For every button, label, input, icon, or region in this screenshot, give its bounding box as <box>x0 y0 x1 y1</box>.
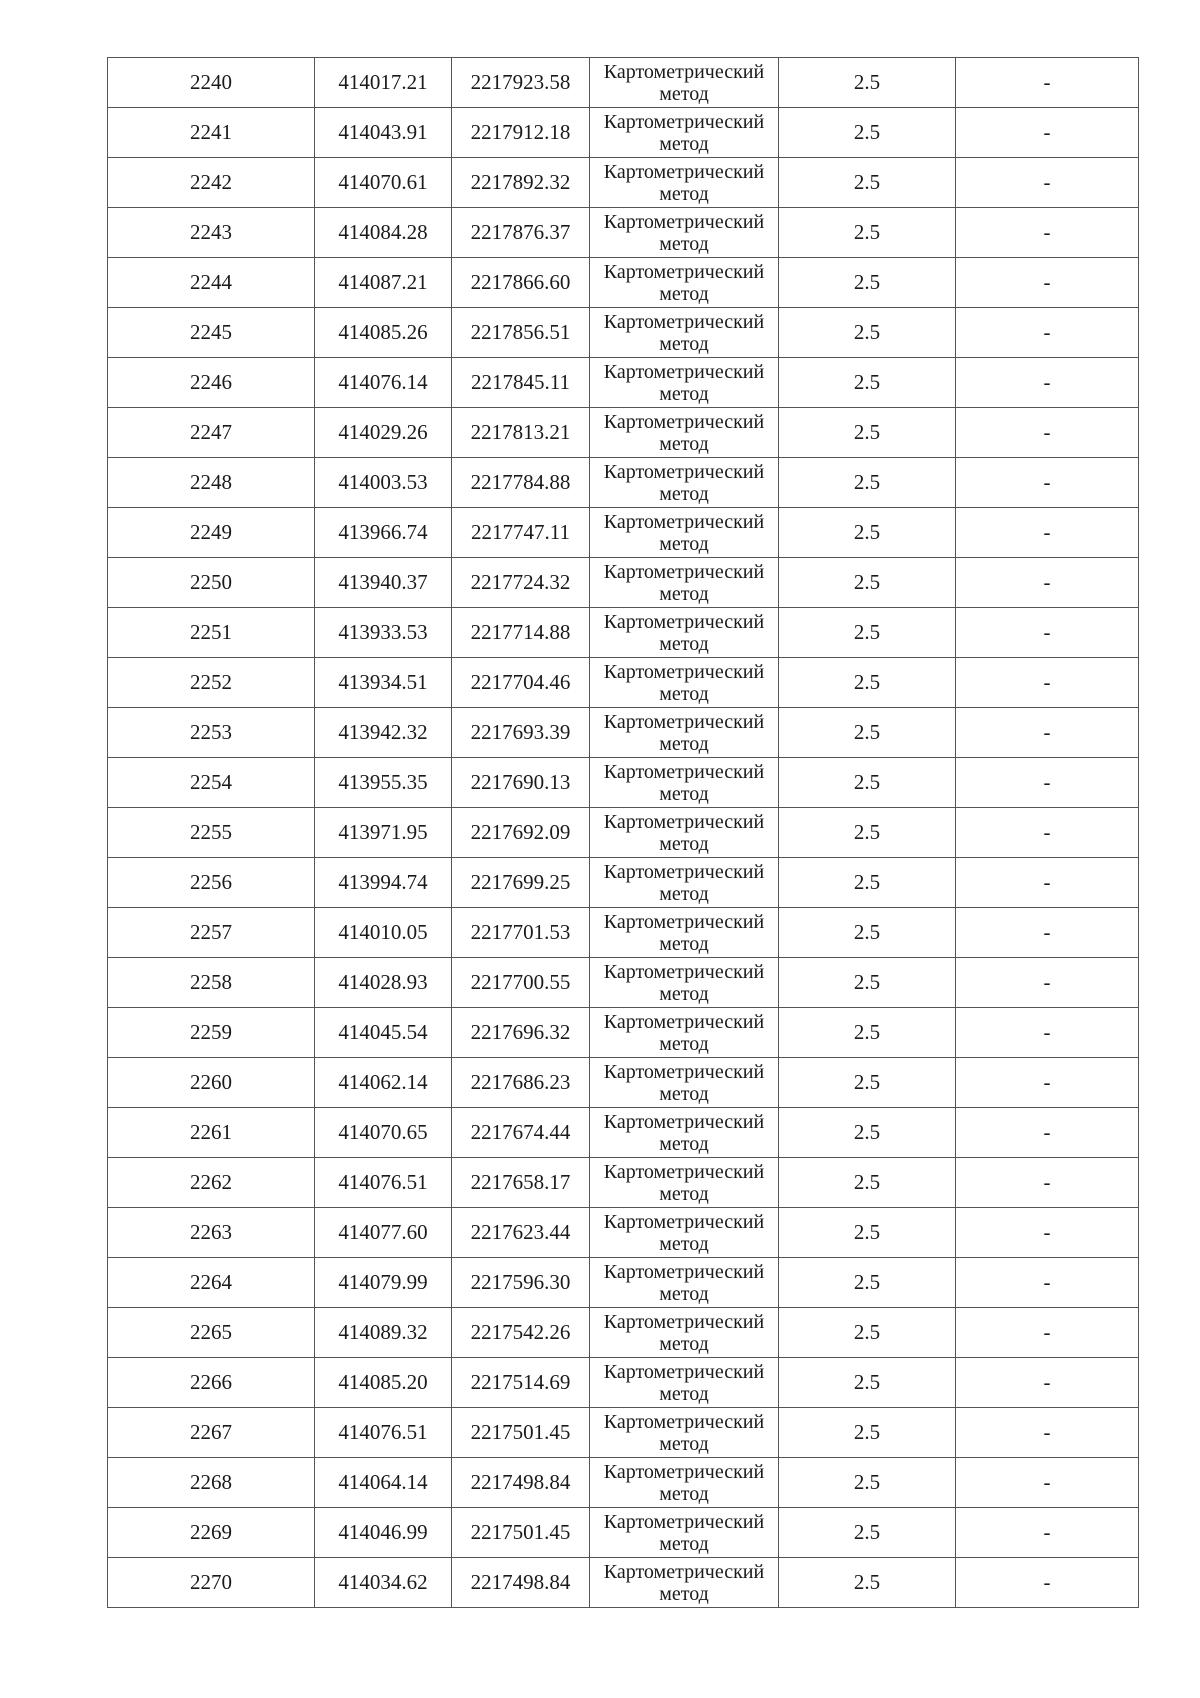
method-line-1: Картометрический <box>603 210 765 233</box>
method-cell <box>590 658 779 708</box>
note-cell: - <box>956 408 1139 458</box>
x-coordinate-cell: 414076.51 <box>315 1158 452 1208</box>
table-row <box>108 208 1139 258</box>
method-line-2: метод <box>659 1532 709 1555</box>
method-cell <box>590 1358 779 1408</box>
x-coordinate-cell: 414084.28 <box>315 208 452 258</box>
accuracy-cell: 2.5 <box>779 1408 956 1458</box>
method-cell <box>590 608 779 658</box>
method-cell <box>590 558 779 608</box>
method-line-2: метод <box>659 882 709 905</box>
y-coordinate-cell: 2217693.39 <box>452 708 590 758</box>
note-cell: - <box>956 958 1139 1008</box>
table-row <box>108 808 1139 858</box>
note-cell: - <box>956 1258 1139 1308</box>
method-cell <box>590 358 779 408</box>
y-coordinate-cell: 2217701.53 <box>452 908 590 958</box>
x-coordinate-cell: 413966.74 <box>315 508 452 558</box>
y-coordinate-cell: 2217892.32 <box>452 158 590 208</box>
method-cell <box>590 308 779 358</box>
note-cell: - <box>956 158 1139 208</box>
note-cell: - <box>956 558 1139 608</box>
point-number-cell: 2251 <box>108 608 315 658</box>
point-number-cell: 2253 <box>108 708 315 758</box>
note-cell: - <box>956 1458 1139 1508</box>
note-cell: - <box>956 608 1139 658</box>
method-line-1: Картометрический <box>603 310 765 333</box>
point-number-cell: 2265 <box>108 1308 315 1358</box>
accuracy-cell: 2.5 <box>779 1058 956 1108</box>
note-cell: - <box>956 758 1139 808</box>
point-number-cell: 2262 <box>108 1158 315 1208</box>
point-number-cell: 2249 <box>108 508 315 558</box>
method-line-2: метод <box>659 432 709 455</box>
point-number-cell: 2264 <box>108 1258 315 1308</box>
x-coordinate-cell: 414028.93 <box>315 958 452 1008</box>
table-body <box>108 58 1139 1608</box>
method-line-2: метод <box>659 1282 709 1305</box>
y-coordinate-cell: 2217501.45 <box>452 1508 590 1558</box>
y-coordinate-cell: 2217658.17 <box>452 1158 590 1208</box>
method-line-2: метод <box>659 1032 709 1055</box>
x-coordinate-cell: 414062.14 <box>315 1058 452 1108</box>
y-coordinate-cell: 2217690.13 <box>452 758 590 808</box>
note-cell: - <box>956 458 1139 508</box>
point-number-cell: 2261 <box>108 1108 315 1158</box>
x-coordinate-cell: 414070.61 <box>315 158 452 208</box>
method-line-2: метод <box>659 682 709 705</box>
method-line-1: Картометрический <box>603 810 765 833</box>
point-number-cell: 2256 <box>108 858 315 908</box>
table-row <box>108 858 1139 908</box>
accuracy-cell: 2.5 <box>779 308 956 358</box>
method-line-2: метод <box>659 1332 709 1355</box>
y-coordinate-cell: 2217714.88 <box>452 608 590 658</box>
x-coordinate-cell: 414079.99 <box>315 1258 452 1308</box>
x-coordinate-cell: 414076.51 <box>315 1408 452 1458</box>
method-line-2: метод <box>659 1482 709 1505</box>
x-coordinate-cell: 414043.91 <box>315 108 452 158</box>
method-line-2: метод <box>659 332 709 355</box>
x-coordinate-cell: 414064.14 <box>315 1458 452 1508</box>
method-cell <box>590 958 779 1008</box>
method-line-1: Картометрический <box>603 1410 765 1433</box>
method-cell <box>590 1458 779 1508</box>
method-line-1: Картометрический <box>603 1360 765 1383</box>
accuracy-cell: 2.5 <box>779 108 956 158</box>
y-coordinate-cell: 2217724.32 <box>452 558 590 608</box>
x-coordinate-cell: 413934.51 <box>315 658 452 708</box>
method-line-2: метод <box>659 1232 709 1255</box>
method-line-2: метод <box>659 782 709 805</box>
point-number-cell: 2248 <box>108 458 315 508</box>
note-cell: - <box>956 1008 1139 1058</box>
y-coordinate-cell: 2217856.51 <box>452 308 590 358</box>
accuracy-cell: 2.5 <box>779 758 956 808</box>
table-row <box>108 958 1139 1008</box>
method-line-2: метод <box>659 932 709 955</box>
accuracy-cell: 2.5 <box>779 208 956 258</box>
table-row <box>108 1058 1139 1108</box>
method-line-2: метод <box>659 1582 709 1605</box>
point-number-cell: 2270 <box>108 1558 315 1608</box>
method-line-2: метод <box>659 982 709 1005</box>
method-cell <box>590 858 779 908</box>
method-cell <box>590 1108 779 1158</box>
note-cell: - <box>956 1208 1139 1258</box>
method-line-2: метод <box>659 182 709 205</box>
x-coordinate-cell: 413994.74 <box>315 858 452 908</box>
y-coordinate-cell: 2217501.45 <box>452 1408 590 1458</box>
method-line-1: Картометрический <box>603 110 765 133</box>
note-cell: - <box>956 108 1139 158</box>
note-cell: - <box>956 308 1139 358</box>
point-number-cell: 2252 <box>108 658 315 708</box>
method-line-1: Картометрический <box>603 910 765 933</box>
method-cell <box>590 1158 779 1208</box>
method-cell <box>590 158 779 208</box>
table-row <box>108 308 1139 358</box>
accuracy-cell: 2.5 <box>779 608 956 658</box>
accuracy-cell: 2.5 <box>779 158 956 208</box>
method-line-2: метод <box>659 582 709 605</box>
y-coordinate-cell: 2217784.88 <box>452 458 590 508</box>
accuracy-cell: 2.5 <box>779 258 956 308</box>
accuracy-cell: 2.5 <box>779 1508 956 1558</box>
y-coordinate-cell: 2217498.84 <box>452 1458 590 1508</box>
y-coordinate-cell: 2217704.46 <box>452 658 590 708</box>
method-cell <box>590 1258 779 1308</box>
point-number-cell: 2258 <box>108 958 315 1008</box>
method-line-2: метод <box>659 1432 709 1455</box>
point-number-cell: 2245 <box>108 308 315 358</box>
x-coordinate-cell: 414045.54 <box>315 1008 452 1058</box>
y-coordinate-cell: 2217845.11 <box>452 358 590 408</box>
table-row <box>108 1358 1139 1408</box>
method-line-1: Картометрический <box>603 1310 765 1333</box>
table-row <box>108 1408 1139 1458</box>
method-line-2: метод <box>659 532 709 555</box>
table-row <box>108 908 1139 958</box>
method-cell <box>590 1008 779 1058</box>
accuracy-cell: 2.5 <box>779 558 956 608</box>
note-cell: - <box>956 58 1139 108</box>
table-row <box>108 1008 1139 1058</box>
point-number-cell: 2257 <box>108 908 315 958</box>
note-cell: - <box>956 1058 1139 1108</box>
method-line-1: Картометрический <box>603 1260 765 1283</box>
method-cell <box>590 508 779 558</box>
method-line-2: метод <box>659 1382 709 1405</box>
method-line-1: Картометрический <box>603 960 765 983</box>
table-row <box>108 1458 1139 1508</box>
method-cell <box>590 458 779 508</box>
y-coordinate-cell: 2217876.37 <box>452 208 590 258</box>
method-line-2: метод <box>659 132 709 155</box>
note-cell: - <box>956 1558 1139 1608</box>
method-line-1: Картометрический <box>603 560 765 583</box>
y-coordinate-cell: 2217498.84 <box>452 1558 590 1608</box>
point-number-cell: 2266 <box>108 1358 315 1408</box>
table-row <box>108 1158 1139 1208</box>
x-coordinate-cell: 414070.65 <box>315 1108 452 1158</box>
x-coordinate-cell: 413942.32 <box>315 708 452 758</box>
method-line-1: Картометрический <box>603 460 765 483</box>
x-coordinate-cell: 414077.60 <box>315 1208 452 1258</box>
accuracy-cell: 2.5 <box>779 1008 956 1058</box>
x-coordinate-cell: 414034.62 <box>315 1558 452 1608</box>
accuracy-cell: 2.5 <box>779 1158 956 1208</box>
note-cell: - <box>956 908 1139 958</box>
method-line-1: Картометрический <box>603 1060 765 1083</box>
note-cell: - <box>956 508 1139 558</box>
point-number-cell: 2267 <box>108 1408 315 1458</box>
accuracy-cell: 2.5 <box>779 408 956 458</box>
method-line-1: Картометрический <box>603 410 765 433</box>
point-number-cell: 2269 <box>108 1508 315 1558</box>
x-coordinate-cell: 413971.95 <box>315 808 452 858</box>
method-line-1: Картометрический <box>603 260 765 283</box>
table-row <box>108 258 1139 308</box>
coordinates-table <box>107 57 1139 1608</box>
point-number-cell: 2247 <box>108 408 315 458</box>
y-coordinate-cell: 2217623.44 <box>452 1208 590 1258</box>
method-cell <box>590 1208 779 1258</box>
method-line-2: метод <box>659 232 709 255</box>
method-cell <box>590 808 779 858</box>
x-coordinate-cell: 414046.99 <box>315 1508 452 1558</box>
method-cell <box>590 1408 779 1458</box>
accuracy-cell: 2.5 <box>779 808 956 858</box>
point-number-cell: 2241 <box>108 108 315 158</box>
method-cell <box>590 258 779 308</box>
method-line-1: Картометрический <box>603 760 765 783</box>
method-line-1: Картометрический <box>603 60 765 83</box>
note-cell: - <box>956 1408 1139 1458</box>
accuracy-cell: 2.5 <box>779 58 956 108</box>
accuracy-cell: 2.5 <box>779 508 956 558</box>
note-cell: - <box>956 258 1139 308</box>
method-line-1: Картометрический <box>603 860 765 883</box>
y-coordinate-cell: 2217923.58 <box>452 58 590 108</box>
method-cell <box>590 908 779 958</box>
accuracy-cell: 2.5 <box>779 1308 956 1358</box>
method-line-1: Картометрический <box>603 610 765 633</box>
y-coordinate-cell: 2217813.21 <box>452 408 590 458</box>
table-row <box>108 1258 1139 1308</box>
table-row <box>108 108 1139 158</box>
method-cell <box>590 108 779 158</box>
method-line-1: Картометрический <box>603 1210 765 1233</box>
method-line-1: Картометрический <box>603 510 765 533</box>
y-coordinate-cell: 2217699.25 <box>452 858 590 908</box>
y-coordinate-cell: 2217514.69 <box>452 1358 590 1408</box>
table-row <box>108 408 1139 458</box>
table-row <box>108 658 1139 708</box>
method-line-1: Картометрический <box>603 1160 765 1183</box>
method-line-2: метод <box>659 732 709 755</box>
table-row <box>108 1558 1139 1608</box>
method-line-2: метод <box>659 632 709 655</box>
table-row <box>108 608 1139 658</box>
method-line-2: метод <box>659 382 709 405</box>
method-line-1: Картометрический <box>603 710 765 733</box>
method-cell <box>590 758 779 808</box>
point-number-cell: 2250 <box>108 558 315 608</box>
point-number-cell: 2259 <box>108 1008 315 1058</box>
accuracy-cell: 2.5 <box>779 908 956 958</box>
accuracy-cell: 2.5 <box>779 1258 956 1308</box>
note-cell: - <box>956 1308 1139 1358</box>
table-row <box>108 458 1139 508</box>
note-cell: - <box>956 1358 1139 1408</box>
note-cell: - <box>956 808 1139 858</box>
y-coordinate-cell: 2217696.32 <box>452 1008 590 1058</box>
y-coordinate-cell: 2217542.26 <box>452 1308 590 1358</box>
table-row <box>108 1308 1139 1358</box>
point-number-cell: 2263 <box>108 1208 315 1258</box>
point-number-cell: 2255 <box>108 808 315 858</box>
method-line-2: метод <box>659 832 709 855</box>
note-cell: - <box>956 208 1139 258</box>
y-coordinate-cell: 2217596.30 <box>452 1258 590 1308</box>
table-row <box>108 708 1139 758</box>
note-cell: - <box>956 658 1139 708</box>
method-line-2: метод <box>659 82 709 105</box>
x-coordinate-cell: 413940.37 <box>315 558 452 608</box>
table-row <box>108 358 1139 408</box>
accuracy-cell: 2.5 <box>779 708 956 758</box>
point-number-cell: 2260 <box>108 1058 315 1108</box>
method-cell <box>590 1058 779 1108</box>
x-coordinate-cell: 414010.05 <box>315 908 452 958</box>
method-line-2: метод <box>659 1082 709 1105</box>
document-page <box>107 57 1138 1608</box>
method-cell <box>590 1558 779 1608</box>
table-row <box>108 758 1139 808</box>
point-number-cell: 2242 <box>108 158 315 208</box>
accuracy-cell: 2.5 <box>779 1558 956 1608</box>
x-coordinate-cell: 413955.35 <box>315 758 452 808</box>
method-line-1: Картометрический <box>603 1560 765 1583</box>
method-line-2: метод <box>659 1132 709 1155</box>
method-line-1: Картометрический <box>603 360 765 383</box>
x-coordinate-cell: 414089.32 <box>315 1308 452 1358</box>
note-cell: - <box>956 858 1139 908</box>
method-cell <box>590 58 779 108</box>
method-line-1: Картометрический <box>603 660 765 683</box>
table-row <box>108 558 1139 608</box>
point-number-cell: 2254 <box>108 758 315 808</box>
table-row <box>108 58 1139 108</box>
method-cell <box>590 408 779 458</box>
method-line-2: метод <box>659 282 709 305</box>
point-number-cell: 2246 <box>108 358 315 408</box>
method-line-1: Картометрический <box>603 1010 765 1033</box>
method-line-1: Картометрический <box>603 1110 765 1133</box>
method-line-2: метод <box>659 1182 709 1205</box>
table-row <box>108 1108 1139 1158</box>
point-number-cell: 2243 <box>108 208 315 258</box>
x-coordinate-cell: 414085.26 <box>315 308 452 358</box>
y-coordinate-cell: 2217700.55 <box>452 958 590 1008</box>
y-coordinate-cell: 2217692.09 <box>452 808 590 858</box>
table-row <box>108 1508 1139 1558</box>
point-number-cell: 2244 <box>108 258 315 308</box>
accuracy-cell: 2.5 <box>779 1358 956 1408</box>
x-coordinate-cell: 414085.20 <box>315 1358 452 1408</box>
accuracy-cell: 2.5 <box>779 1108 956 1158</box>
accuracy-cell: 2.5 <box>779 458 956 508</box>
method-line-2: метод <box>659 482 709 505</box>
note-cell: - <box>956 1158 1139 1208</box>
accuracy-cell: 2.5 <box>779 1458 956 1508</box>
x-coordinate-cell: 414029.26 <box>315 408 452 458</box>
note-cell: - <box>956 1108 1139 1158</box>
y-coordinate-cell: 2217866.60 <box>452 258 590 308</box>
x-coordinate-cell: 414003.53 <box>315 458 452 508</box>
accuracy-cell: 2.5 <box>779 358 956 408</box>
x-coordinate-cell: 414076.14 <box>315 358 452 408</box>
method-line-1: Картометрический <box>603 1460 765 1483</box>
point-number-cell: 2268 <box>108 1458 315 1508</box>
accuracy-cell: 2.5 <box>779 958 956 1008</box>
point-number-cell: 2240 <box>108 58 315 108</box>
table-row <box>108 1208 1139 1258</box>
table-row <box>108 508 1139 558</box>
table-row <box>108 158 1139 208</box>
x-coordinate-cell: 413933.53 <box>315 608 452 658</box>
accuracy-cell: 2.5 <box>779 1208 956 1258</box>
method-line-1: Картометрический <box>603 1510 765 1533</box>
y-coordinate-cell: 2217912.18 <box>452 108 590 158</box>
method-cell <box>590 1308 779 1358</box>
x-coordinate-cell: 414087.21 <box>315 258 452 308</box>
method-cell <box>590 1508 779 1558</box>
y-coordinate-cell: 2217686.23 <box>452 1058 590 1108</box>
accuracy-cell: 2.5 <box>779 658 956 708</box>
accuracy-cell: 2.5 <box>779 858 956 908</box>
y-coordinate-cell: 2217674.44 <box>452 1108 590 1158</box>
note-cell: - <box>956 708 1139 758</box>
note-cell: - <box>956 358 1139 408</box>
method-line-1: Картометрический <box>603 160 765 183</box>
note-cell: - <box>956 1508 1139 1558</box>
y-coordinate-cell: 2217747.11 <box>452 508 590 558</box>
method-cell <box>590 208 779 258</box>
method-cell <box>590 708 779 758</box>
x-coordinate-cell: 414017.21 <box>315 58 452 108</box>
